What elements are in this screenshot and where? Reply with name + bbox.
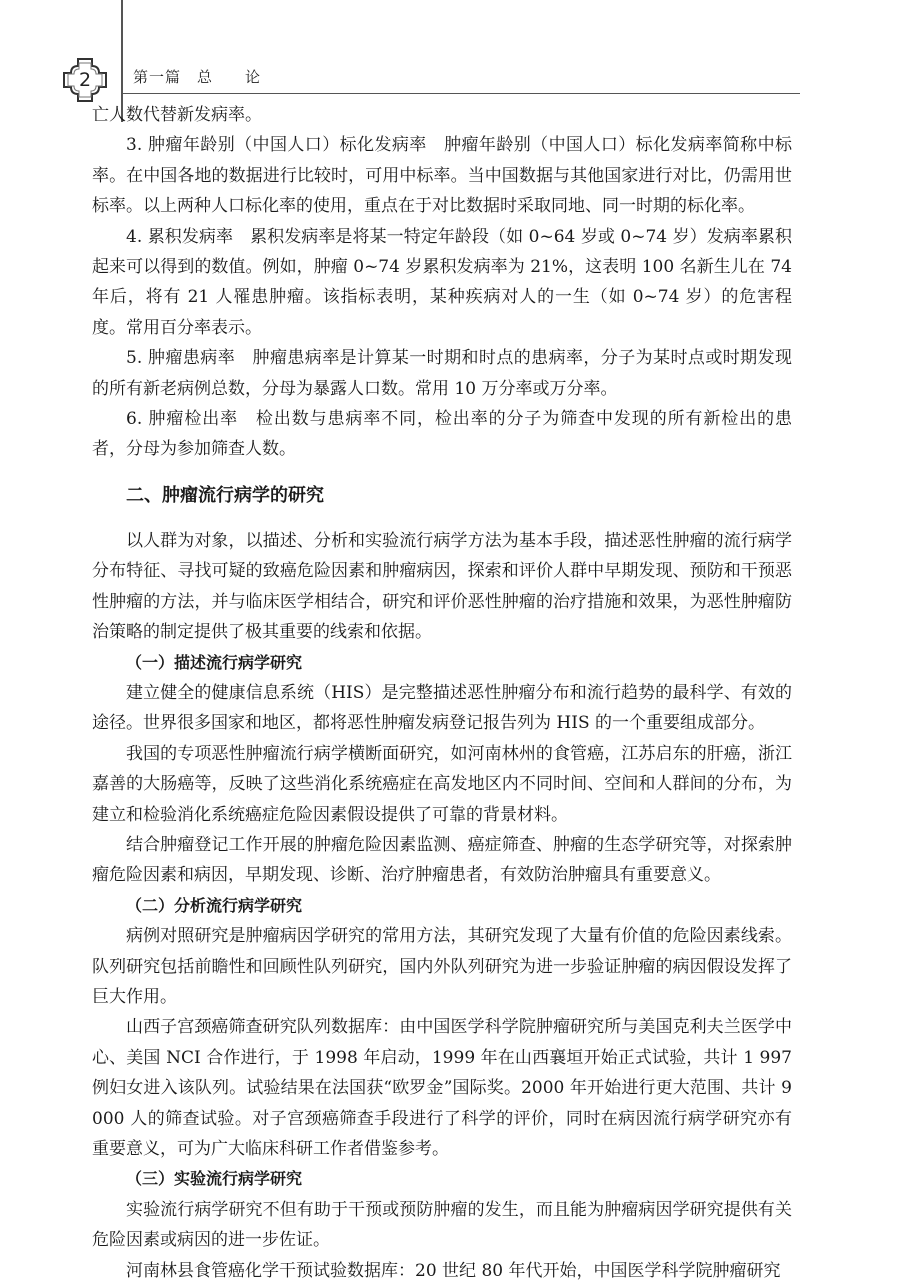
header-horizontal-rule (121, 93, 800, 94)
paragraph: 6. 肿瘤检出率 检出数与患病率不同，检出率的分子为筛查中发现的所有新检出的患者，分母为参加筛查人数。 (92, 409, 792, 460)
body-text (92, 100, 792, 1286)
paragraph: 亡人数代替新发病率。 (92, 105, 262, 125)
paragraph: 3. 肿瘤年龄别（中国人口）标化发病率 肿瘤年龄别（中国人口）标化发病率简称中标率。在中国各地的数据进行比较时，可用中标率。当中国数据与其他国家进行对比，仍需用世标率。以上两种人口标化率的使用，重点在于对比数据时采取同地、同一时期的标化率。 (92, 135, 792, 217)
subsection-heading: （一）描述流行病学研究 (126, 652, 303, 672)
paragraph: 我国的专项恶性肿瘤流行病学横断面研究，如河南林州的食管癌，江苏启东的肝癌，浙江嘉善的大肠癌等，反映了这些消化系统癌症在高发地区内不同时间、空间和人群间的分布，为建立和检验消化系统癌症危险因素假设提供了可靠的背景材料。 (92, 743, 792, 825)
paragraph: 实验流行病学研究不但有助于干预或预防肿瘤的发生，而且能为肿瘤病因学研究提供有关危险因素或病因的进一步佐证。 (92, 1199, 792, 1251)
section-heading: 二、肿瘤流行病学的研究 (126, 484, 324, 506)
subsection-heading: （二）分析流行病学研究 (126, 895, 303, 915)
subsection-heading: （三）实验流行病学研究 (126, 1169, 303, 1189)
paragraph: 结合肿瘤登记工作开展的肿瘤危险因素监测、癌症筛查、肿瘤的生态学研究等，对探索肿瘤危险因素和病因，早期发现、诊断、治疗肿瘤患者，有效防治肿瘤具有重要意义。 (92, 834, 792, 886)
paragraph: 以人群为对象，以描述、分析和实验流行病学方法为基本手段，描述恶性肿瘤的流行病学分布特征、寻找可疑的致癌危险因素和肿瘤病因，探索和评价人群中早期发现、预防和干预恶性肿瘤的方法，并与临床医学相结合，研究和评价恶性肿瘤的治疗措施和效果，为恶性肿瘤防治策略的制定提供了极其重要的线索和依据。 (92, 530, 792, 643)
paragraph: 4. 累积发病率 累积发病率是将某一特定年龄段（如 0~64 岁或 0~74 岁）发病率累积起来可以得到的数值。例如，肿瘤 0~74 岁累积发病率为 21%，这表明 100 名新生儿在 74 年后，将有 21 人罹患肿瘤。该指标表明，某种疾病对人的一生（如 0~74 岁）的危害程度。常用百分率表示。 (92, 226, 792, 338)
paragraph: 山西子宫颈癌筛查研究队列数据库：由中国医学科学院肿瘤研究所与美国克利夫兰医学中心、美国 NCI 合作进行，于 1998 年启动，1999 年在山西襄垣开始正式试验，共计 1 997 例妇女进入该队列。试验结果在法国获“欧罗金”国际奖。2000 年开始进行更大范围、共计 9 000 人的筛查试验。对子宫颈癌筛查手段进行了科学的评价，同时在病因流行病学研究亦有重要意义，可为广大临床科研工作者借鉴参考。 (92, 1017, 792, 1159)
paragraph: 病例对照研究是肿瘤病因学研究的常用方法，其研究发现了大量有价值的危险因素线索。队列研究包括前瞻性和回顾性队列研究，国内外队列研究为进一步验证肿瘤的病因假设发挥了巨大作用。 (92, 926, 792, 1007)
paragraph: 5. 肿瘤患病率 肿瘤患病率是计算某一时期和时点的患病率，分子为某时点或时期发现的所有新老病例总数，分母为暴露人口数。常用 10 万分率或万分率。 (92, 348, 792, 399)
paragraph: 建立健全的健康信息系统（HIS）是完整描述恶性肿瘤分布和流行趋势的最科学、有效的途径。世界很多国家和地区，都将恶性肿瘤发病登记报告列为 HIS 的一个重要组成部分。 (92, 682, 792, 734)
page-number: 2 (78, 69, 92, 91)
paragraph: 河南林县食管癌化学干预试验数据库：20 世纪 80 年代开始，中国医学科学院肿瘤研究 (126, 1260, 781, 1281)
running-head: 第一篇 总 论 (133, 68, 262, 86)
page-number-badge (61, 56, 109, 104)
